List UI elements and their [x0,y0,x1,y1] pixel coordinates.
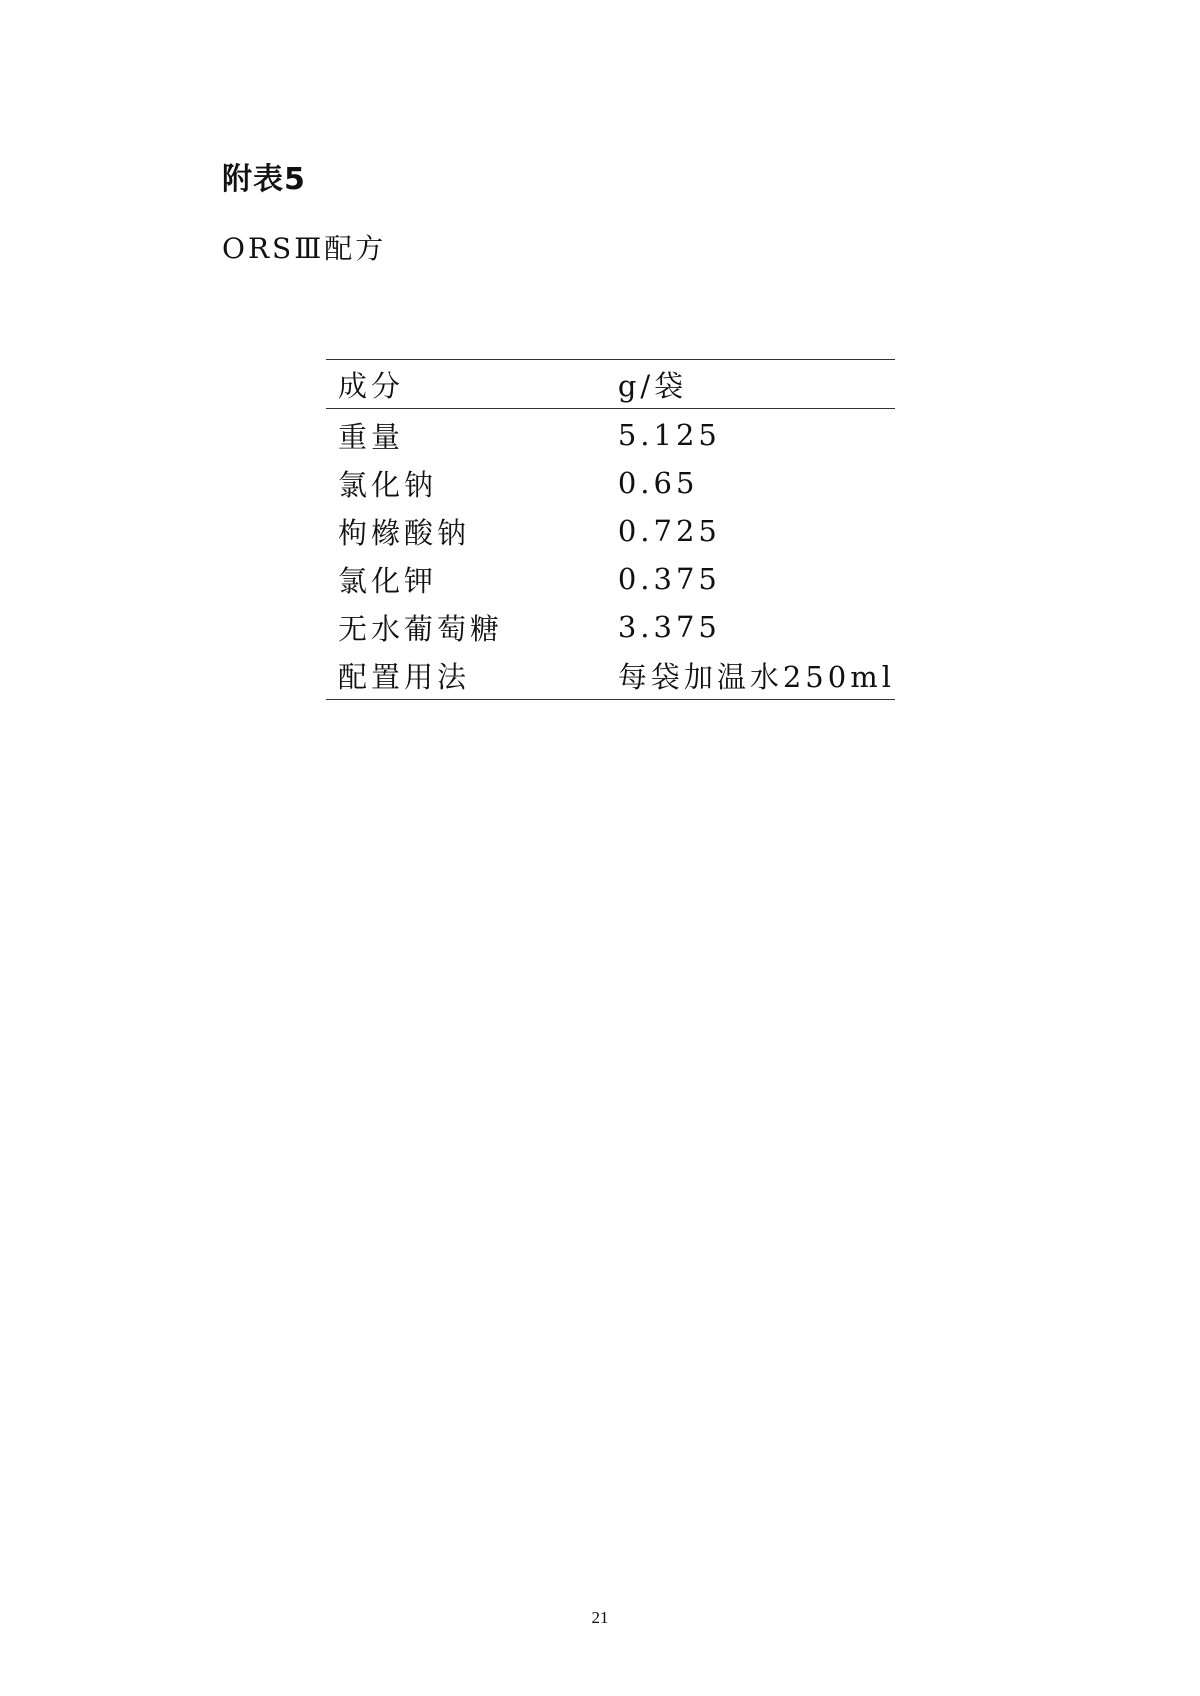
amount-cell: 0.65 [617,466,699,500]
ingredient-cell: 配置用法 [338,659,471,694]
header-amount-per-bag: g/袋 [617,368,688,403]
table-row [326,651,895,700]
amount-cell: 0.725 [617,514,721,548]
ingredient-cell: 氯化钾 [338,563,438,598]
table-row [326,603,895,651]
amount-cell: 每袋加温水250ml [617,659,895,694]
table-caption: ORSⅢ配方 [222,232,387,265]
table-row [326,507,895,555]
appendix-title: 附表5 [222,162,306,197]
page-number: 21 [591,1608,609,1627]
ingredient-cell: 氯化钠 [338,467,438,502]
amount-cell: 5.125 [617,418,721,452]
amount-cell: 0.375 [617,562,721,596]
formula-table [326,359,895,700]
table-header-row [326,360,895,409]
table-row [326,409,895,460]
amount-cell: 3.375 [617,610,721,644]
formula-table-container [326,359,895,700]
ingredient-cell: 重量 [338,419,405,454]
ingredient-cell: 无水葡萄糖 [338,611,504,646]
table-row [326,459,895,507]
ingredient-cell: 枸橼酸钠 [338,515,471,550]
header-ingredient: 成分 [338,368,405,403]
table-row [326,555,895,603]
